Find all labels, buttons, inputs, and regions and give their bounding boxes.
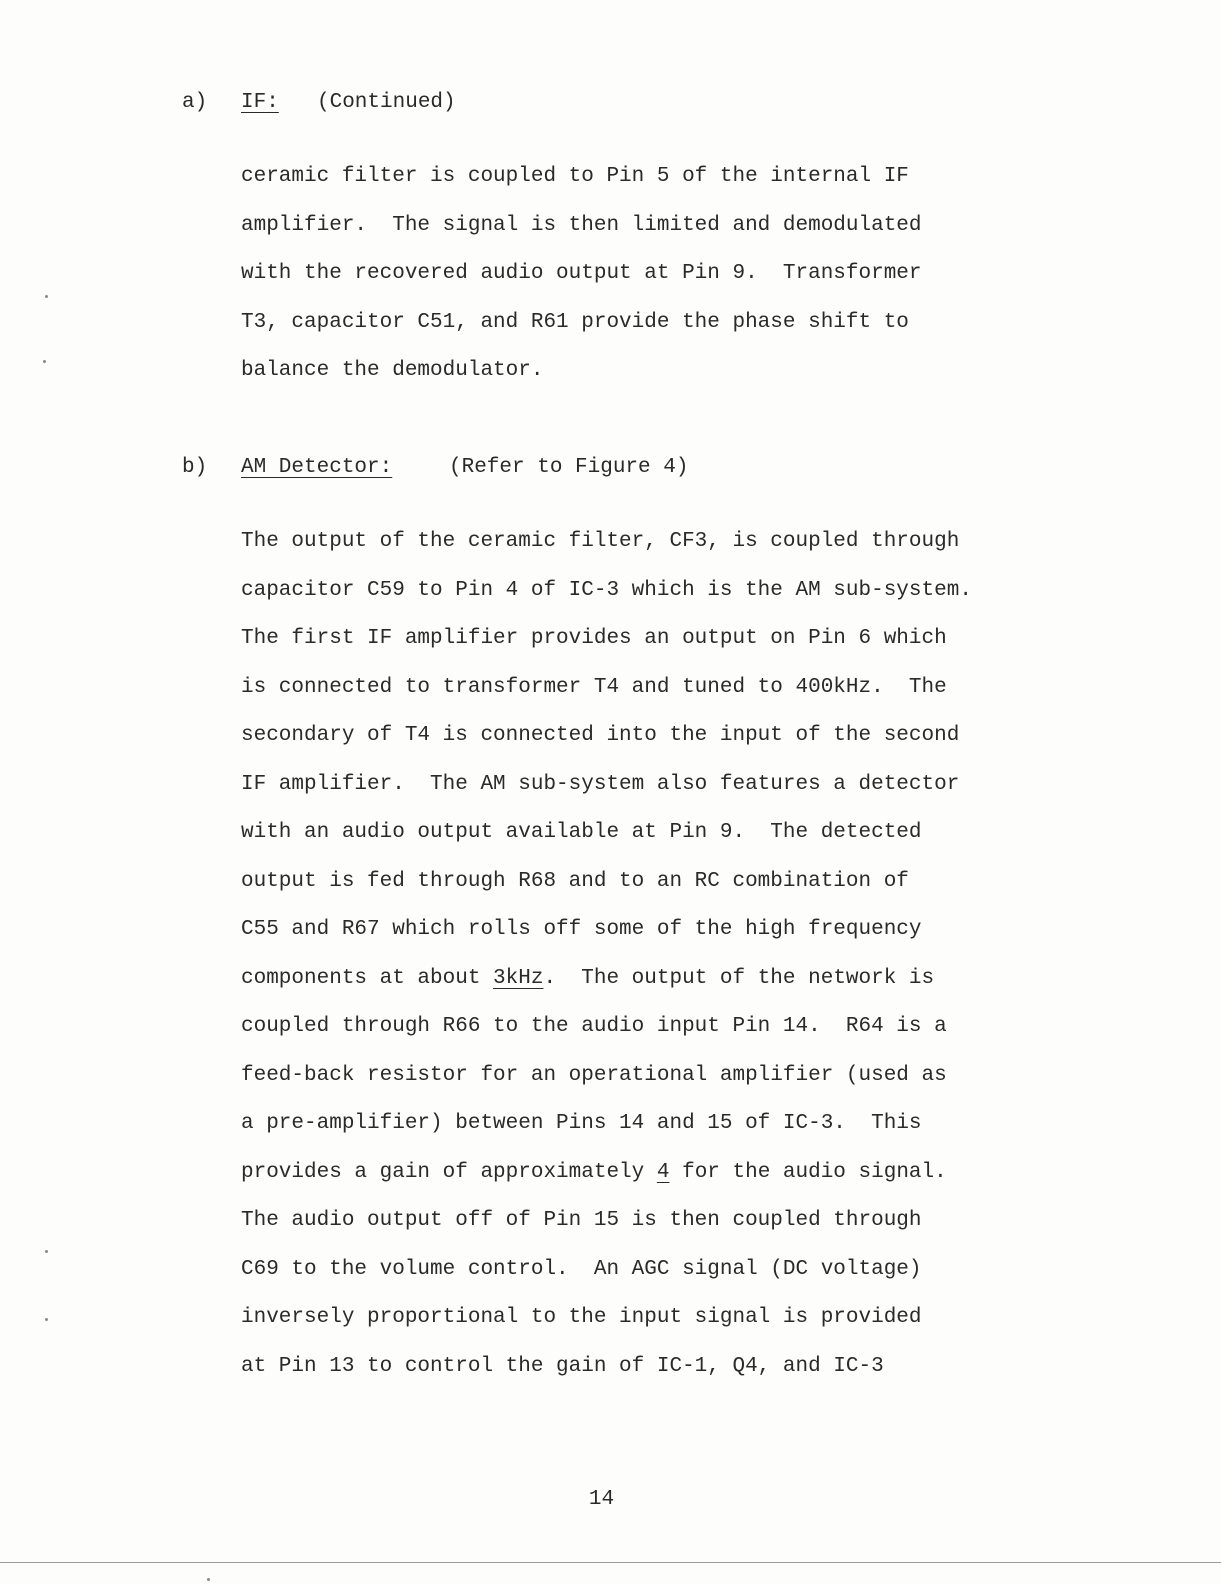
underlined-frequency: 3kHz	[493, 966, 544, 990]
scan-speck	[207, 1578, 210, 1581]
paragraph-line: The first IF amplifier provides an output on Pin 6 which	[241, 627, 947, 650]
line-text: for the audio signal.	[669, 1160, 947, 1184]
paragraph-line: C55 and R67 which rolls off some of the high frequency	[241, 918, 922, 941]
paragraph-line	[241, 964, 1121, 1013]
line-text: components at about	[241, 966, 494, 990]
paragraph-line: feed-back resistor for an operational amplifier (used as	[241, 1063, 947, 1087]
scan-edge-line	[0, 1562, 1221, 1563]
paragraph-line: with the recovered audio output at Pin 9. Transformer	[241, 262, 922, 285]
section-b-note: (Refer to Figure 4)	[449, 456, 689, 479]
section-b-marker: b)	[182, 456, 208, 479]
line-text: . The output of the network is	[543, 966, 935, 990]
paragraph-line: balance the demodulator.	[241, 359, 544, 382]
section-a-title: IF:	[241, 91, 279, 114]
paragraph-line: inversely proportional to the input signal is provided	[241, 1306, 922, 1329]
paragraph-line: T3, capacitor C51, and R61 provide the phase shift to	[241, 310, 909, 334]
paragraph-line: output is fed through R68 and to an RC combination of	[241, 869, 909, 893]
section-a-note: (Continued)	[317, 91, 456, 114]
paragraph-line: ceramic filter is coupled to Pin 5 of the internal IF	[241, 165, 909, 188]
paragraph-line: is connected to transformer T4 and tuned to 400kHz. The	[241, 675, 947, 699]
paragraph-line: IF amplifier. The AM sub-system also features a detector	[241, 772, 960, 796]
paragraph-line: with an audio output available at Pin 9. The detected	[241, 821, 922, 844]
paragraph-line: The output of the ceramic filter, CF3, is coupled through	[241, 530, 960, 553]
scan-speck	[45, 295, 48, 298]
paragraph-line: secondary of T4 is connected into the input of the second	[241, 724, 960, 747]
line-text: provides a gain of approximately	[241, 1160, 657, 1184]
underlined-gain: 4	[656, 1160, 670, 1184]
paragraph-line: coupled through R66 to the audio input Pin 14. R64 is a	[241, 1015, 947, 1038]
scan-speck	[43, 360, 46, 363]
section-b-title: AM Detector:	[241, 456, 393, 479]
section-a-marker: a)	[182, 91, 208, 114]
section-a-paragraph	[241, 162, 1121, 405]
paragraph-line: The audio output off of Pin 15 is then coupled through	[241, 1209, 922, 1232]
scan-speck	[45, 1250, 48, 1253]
section-a-heading	[182, 88, 782, 118]
section-b-paragraph	[241, 527, 1121, 1400]
section-b-heading	[182, 453, 882, 483]
paragraph-line: a pre-amplifier) between Pins 14 and 15 of IC-3. This	[241, 1112, 922, 1135]
page-number: 14	[588, 1488, 615, 1511]
paragraph-line: capacitor C59 to Pin 4 of IC-3 which is the AM sub-system.	[241, 578, 972, 602]
paragraph-line: C69 to the volume control. An AGC signal (DC voltage)	[241, 1257, 922, 1281]
paragraph-line	[241, 1158, 1121, 1207]
paragraph-line: at Pin 13 to control the gain of IC-1, Q4, and IC-3	[241, 1354, 884, 1378]
paragraph-line: amplifier. The signal is then limited and demodulated	[241, 213, 922, 237]
scan-speck	[45, 1318, 48, 1321]
